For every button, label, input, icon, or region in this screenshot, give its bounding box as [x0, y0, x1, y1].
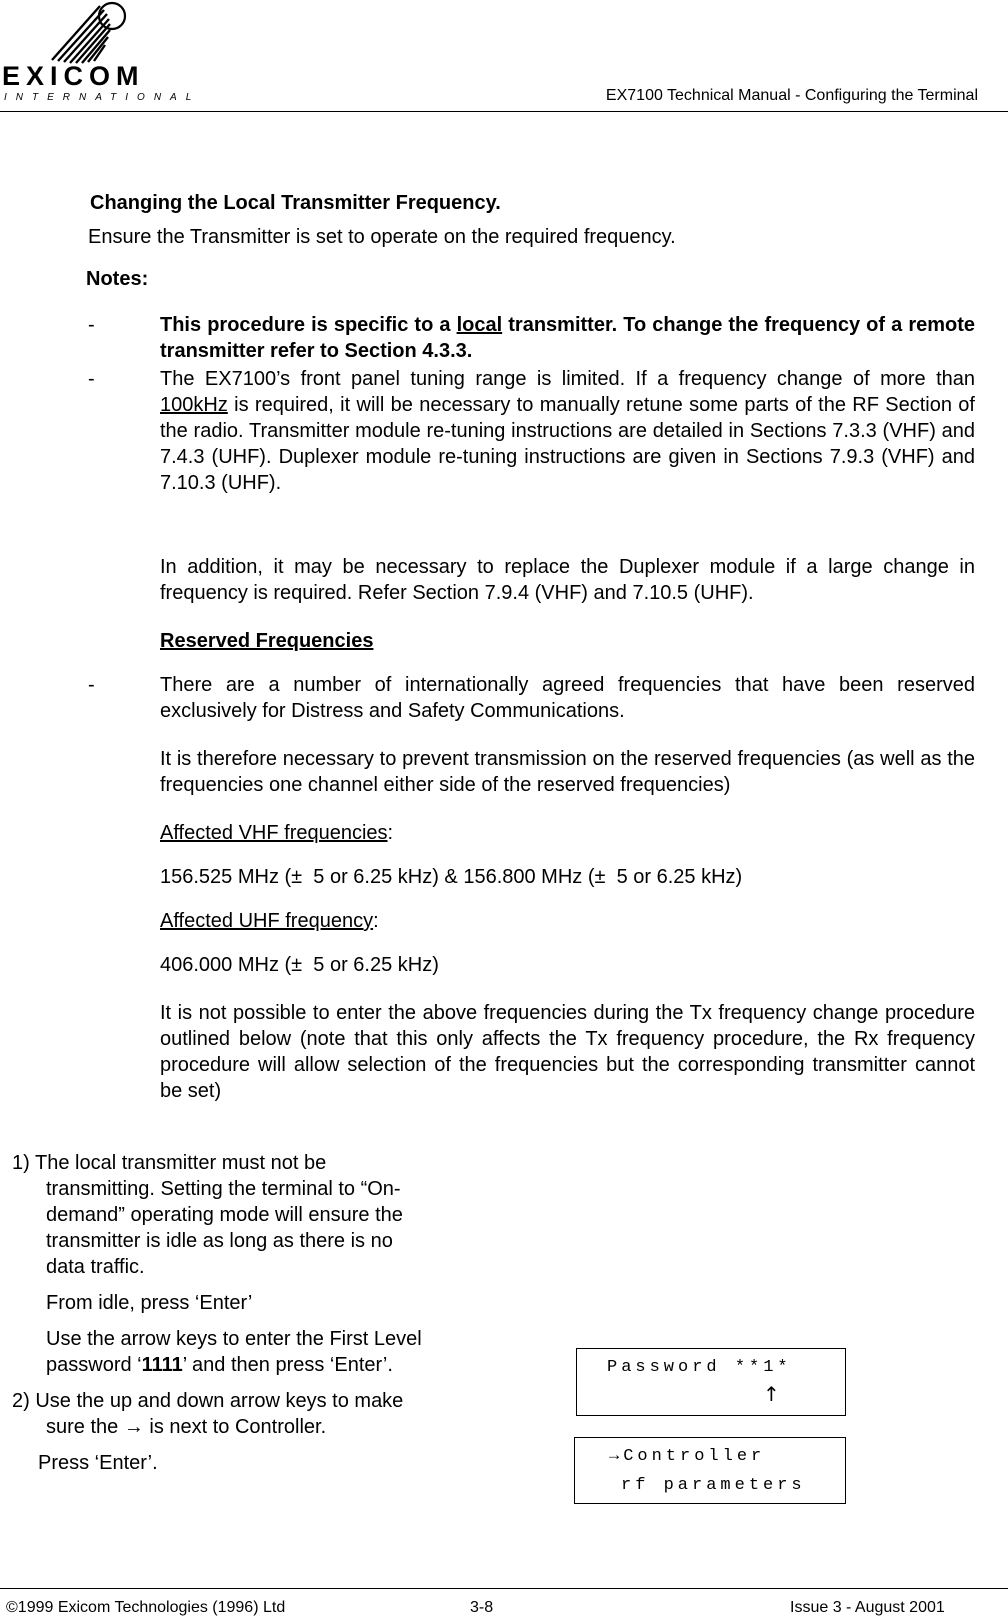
- note2-text-100khz: 100kHz: [160, 394, 228, 416]
- vhf-values: 156.525 MHz (± 5 or 6.25 kHz) & 156.800 MHz (± 5 or 6.25 kHz): [160, 866, 743, 888]
- step1-idle: From idle, press ‘Enter’: [46, 1292, 253, 1314]
- lcd-password-display: [576, 1348, 846, 1416]
- logo-wordmark: EXICOM: [2, 61, 145, 91]
- exicom-logo: [0, 0, 201, 106]
- step1-password-code: 1111: [141, 1354, 183, 1376]
- vhf-label: Affected VHF frequencies: [160, 822, 388, 844]
- lcd-password-line1: Password **1*: [607, 1358, 792, 1377]
- footer-copyright: ©1999 Exicom Technologies (1996) Ltd: [6, 1599, 286, 1616]
- step1-line1: 1) The local transmitter must not be: [12, 1152, 327, 1174]
- uhf-label: Affected UHF frequency: [160, 910, 374, 932]
- step2-line1: 2) Use the up and down arrow keys to make: [12, 1390, 404, 1412]
- section-heading: Changing the Local Transmitter Frequency.: [90, 192, 501, 214]
- note1-text-b: transmitter. To change the frequency of a remote transmitter refer to Section 4.3.3.: [160, 314, 976, 362]
- lcd-menu-line2: rf parameters: [621, 1476, 806, 1495]
- lcd-menu-line1: →Controller: [609, 1447, 766, 1466]
- note2-text: [160, 366, 975, 496]
- step1-password-a: password ‘: [46, 1354, 142, 1376]
- vhf-colon: :: [387, 822, 394, 844]
- uhf-values: 406.000 MHz (± 5 or 6.25 kHz): [160, 954, 439, 976]
- note2-paragraph2: In addition, it may be necessary to replace the Duplexer module if a large change in frequency is required. Refer Section 7.9.4 (VHF) and 7.10.5 (UHF).: [160, 556, 975, 604]
- step1-line3: demand” operating mode will ensure the: [46, 1204, 403, 1226]
- note1-text-a: This procedure is specific to a: [160, 314, 457, 336]
- reserved-paragraph3: It is not possible to enter the above frequencies during the Tx frequency change procedure outlined below (note that this only affects the Tx frequency procedure, the Rx frequency procedure will allow selection of the frequencies but the corresponding transmitter cannot be set): [160, 1002, 975, 1102]
- footer-rule: [0, 1588, 1008, 1589]
- reserved-heading: Reserved Frequencies: [160, 630, 374, 652]
- step1-line4: transmitter is idle as long as there is no: [46, 1230, 393, 1252]
- uhf-colon: :: [373, 910, 379, 932]
- vhf-label-line: [160, 820, 393, 846]
- step1-line2: transmitting. Setting the terminal to “On-: [46, 1178, 401, 1200]
- step1-password-line1: Use the arrow keys to enter the First Level: [46, 1328, 422, 1350]
- reserved-paragraph1: There are a number of internationally agreed frequencies that have been reserved exclusively for Distress and Safety Communications.: [160, 674, 975, 722]
- logo-subtitle: INTERNATIONAL: [4, 92, 201, 103]
- uhf-label-line: [160, 908, 379, 934]
- reserved-bullet: -: [88, 674, 95, 696]
- notes-label: Notes:: [86, 268, 149, 290]
- note1-text-local: local: [456, 314, 503, 336]
- lcd-cursor-up-icon: ↑: [763, 1382, 780, 1406]
- header-rule: [0, 111, 1008, 112]
- note2-text-a: The EX7100’s front panel tuning range is limited. If a frequency change of more than: [160, 368, 975, 390]
- logo-emblem-icon: [0, 0, 170, 70]
- note1-text: [160, 312, 975, 364]
- step1-line5: data traffic.: [46, 1256, 145, 1278]
- step1-password-line2: [46, 1352, 393, 1378]
- footer-page-number: 3-8: [470, 1599, 494, 1616]
- reserved-paragraph2: It is therefore necessary to prevent transmission on the reserved frequencies (as well as the frequencies one channel either side of the reserved frequencies): [160, 748, 975, 796]
- note2-text-b: is required, it will be necessary to manually retune some parts of the RF Section of the radio. Transmitter module re-tuning instructions are detailed in Sections 7.3.3 (VHF) and 7.4.3 (UHF). Duplexer module re-tuning instructions are given in Sections 7.9.3 (VHF) and 7.10.3 (UHF).: [160, 394, 975, 494]
- step1-password-b: ’ and then press ‘Enter’.: [182, 1354, 393, 1376]
- note1-bullet: -: [88, 314, 95, 336]
- intro-text: Ensure the Transmitter is set to operate on the required frequency.: [88, 226, 676, 248]
- lcd-menu-display: [574, 1437, 846, 1504]
- step2-press: Press ‘Enter’.: [38, 1452, 158, 1474]
- page-header-title: EX7100 Technical Manual - Configuring the Terminal: [605, 87, 978, 104]
- step2-line2: sure the → is next to Controller.: [46, 1416, 327, 1438]
- footer-issue: Issue 3 - August 2001: [790, 1599, 945, 1616]
- note2-bullet: -: [88, 368, 95, 390]
